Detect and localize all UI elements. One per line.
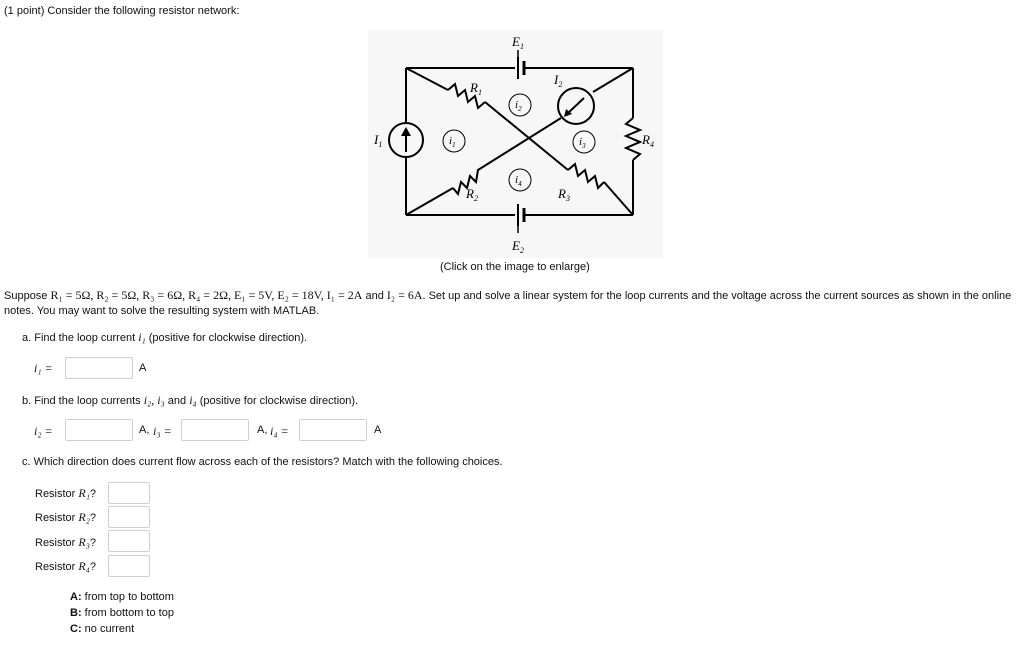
label-i1: $i_1$ [449, 135, 456, 149]
label-I2: $I_2$ [554, 72, 563, 89]
part-a-question: a. Find the loop current i₁ (positive for clockwise direction). [22, 330, 308, 344]
i3-input[interactable] [181, 419, 249, 441]
resistor-row-r2: Resistor R₂? [35, 510, 97, 524]
label-R3: $R_3$ [558, 186, 570, 203]
label-i2: $i_2$ [515, 99, 522, 113]
circuit-svg [368, 30, 663, 258]
label-E2: $E_2$ [512, 238, 524, 255]
label-I1: $I_1$ [374, 132, 383, 149]
i2-label: i₂ = [34, 424, 53, 438]
label-R2: $R_2$ [466, 186, 478, 203]
label-R1: $R_1$ [470, 80, 482, 97]
part-c-question: c. Which direction does current flow across each of the resistors? Match with the following choices. [22, 456, 503, 468]
problem-header: (1 point) Consider the following resistor network: [4, 5, 240, 17]
problem-intro: Suppose [4, 290, 48, 302]
resistor-r4-select[interactable] [108, 555, 150, 577]
part-b-question: b. Find the loop currents i₂, i₃ and i₄ (positive for clockwise direction). [22, 393, 359, 407]
i2-input[interactable] [65, 419, 133, 441]
problem-and: and [365, 290, 384, 302]
resistor-r1-select[interactable] [108, 482, 150, 504]
i3-label: i₃ = [153, 424, 172, 438]
resistor-row-r1: Resistor R₁? [35, 486, 97, 500]
choice-c: C: no current [70, 623, 135, 635]
circuit-diagram[interactable] [368, 30, 663, 258]
i1-unit: A [139, 362, 147, 374]
resistor-r2-select[interactable] [108, 506, 150, 528]
i4-unit: A [374, 424, 382, 436]
label-i4: $i_4$ [515, 174, 522, 188]
problem-values: R₁ = 5Ω, R₂ = 5Ω, R₃ = 6Ω, R₄ = 2Ω, E₁ = 5V, E₂ = 18V, I₁ = 2A [50, 288, 363, 302]
i1-input[interactable] [65, 357, 133, 379]
resistor-row-r4: Resistor R₄? [35, 559, 97, 573]
i4-label: i₄ = [270, 424, 289, 438]
label-R4: $R_4$ [642, 132, 654, 149]
choice-b: B: from bottom to top [70, 607, 174, 619]
i4-input[interactable] [299, 419, 367, 441]
i3-unit: A, [257, 424, 268, 436]
i2-unit: A, [139, 424, 150, 436]
label-i3: $i_3$ [579, 136, 586, 150]
figure-caption[interactable]: (Click on the image to enlarge) [440, 261, 590, 273]
resistor-row-r3: Resistor R₃? [35, 535, 97, 549]
problem-rest: Set up and solve a linear system for the loop currents and the voltage across the current sources as shown in the online notes. You may want to solve the resulting system with MATLAB. [4, 290, 1012, 317]
i1-label: i₁ = [34, 361, 53, 375]
problem-last-value: I₂ = 6A. [386, 288, 426, 302]
problem-statement [4, 288, 1019, 319]
label-E1: $E_1$ [512, 34, 524, 51]
choice-a: A: from top to bottom [70, 591, 174, 603]
resistor-r3-select[interactable] [108, 530, 150, 552]
